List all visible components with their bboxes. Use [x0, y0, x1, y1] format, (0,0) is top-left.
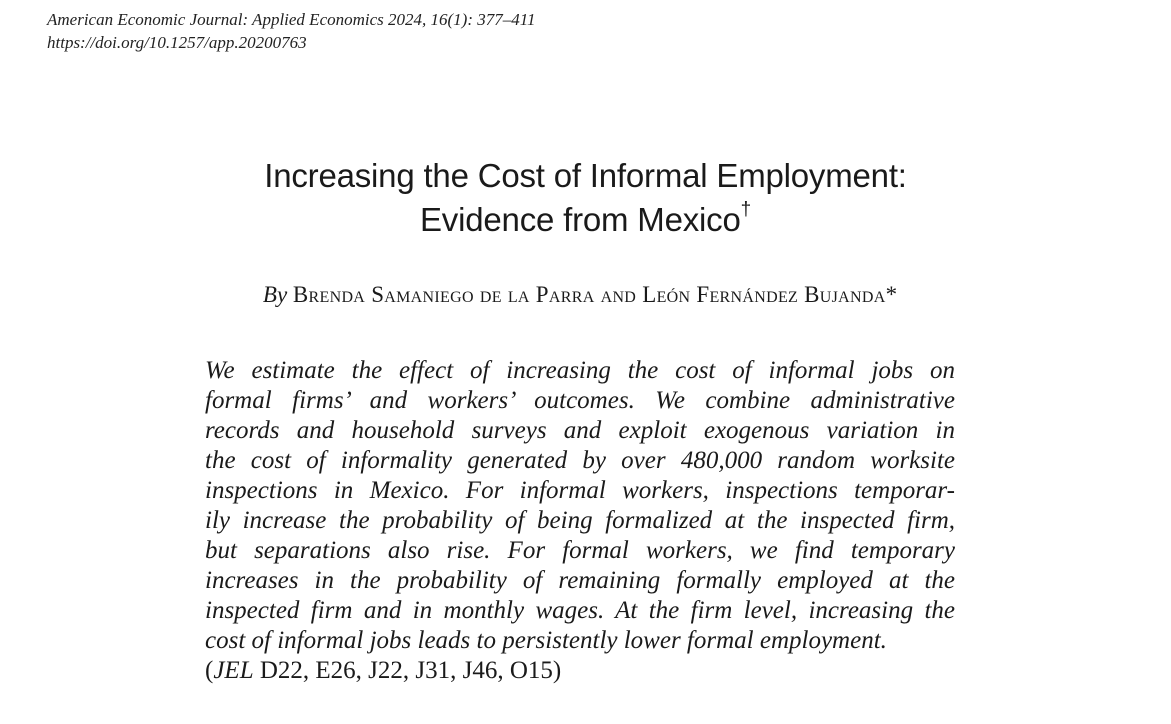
author-footnote-mark[interactable]: * [885, 282, 898, 307]
abstract-line: inspected firm and in monthly wages. At the firm level, increasing the [205, 597, 955, 624]
jel-label: JEL [213, 657, 254, 684]
journal-citation: American Economic Journal: Applied Economics 2024, 16(1): 377–411 [47, 10, 536, 29]
title-footnote-mark[interactable]: † [740, 199, 751, 220]
jel-code-list: D22, E26, J22, J31, J46, O15) [253, 657, 562, 684]
abstract [205, 356, 955, 686]
title-line-2 [0, 198, 1171, 242]
byline-by: By [262, 282, 288, 307]
abstract-line: ily increase the probability of being formalized at the inspected firm, [205, 507, 955, 534]
jel-codes [205, 656, 955, 686]
doi-link[interactable]: https://doi.org/10.1257/app.20200763 [47, 33, 307, 52]
abstract-line: but separations also rise. For formal workers, we find temporary [205, 537, 955, 564]
abstract-line: records and household surveys and exploit exogenous variation in [205, 417, 955, 444]
journal-header [47, 8, 536, 54]
abstract-line: formal firms’ and workers’ outcomes. We combine administrative [205, 387, 955, 414]
paper-title [0, 154, 1171, 242]
title-line-2-text: Evidence from Mexico [420, 201, 741, 238]
abstract-line: We estimate the effect of increasing the cost of informal jobs on [205, 357, 955, 384]
abstract-line: increases in the probability of remaining formally employed at the [205, 567, 955, 594]
author-names: Brenda Samaniego de la Parra and León Fernández Bujanda [292, 282, 886, 307]
abstract-line: cost of informal jobs leads to persistently lower formal employment. [205, 627, 887, 654]
jel-open-paren: ( [205, 657, 214, 684]
abstract-line: the cost of informality generated by over 480,000 random worksite [205, 447, 955, 474]
author-byline [0, 280, 1160, 310]
title-line-1: Increasing the Cost of Informal Employment: [264, 157, 907, 194]
abstract-line: inspections in Mexico. For informal workers, inspections temporar- [205, 477, 955, 504]
